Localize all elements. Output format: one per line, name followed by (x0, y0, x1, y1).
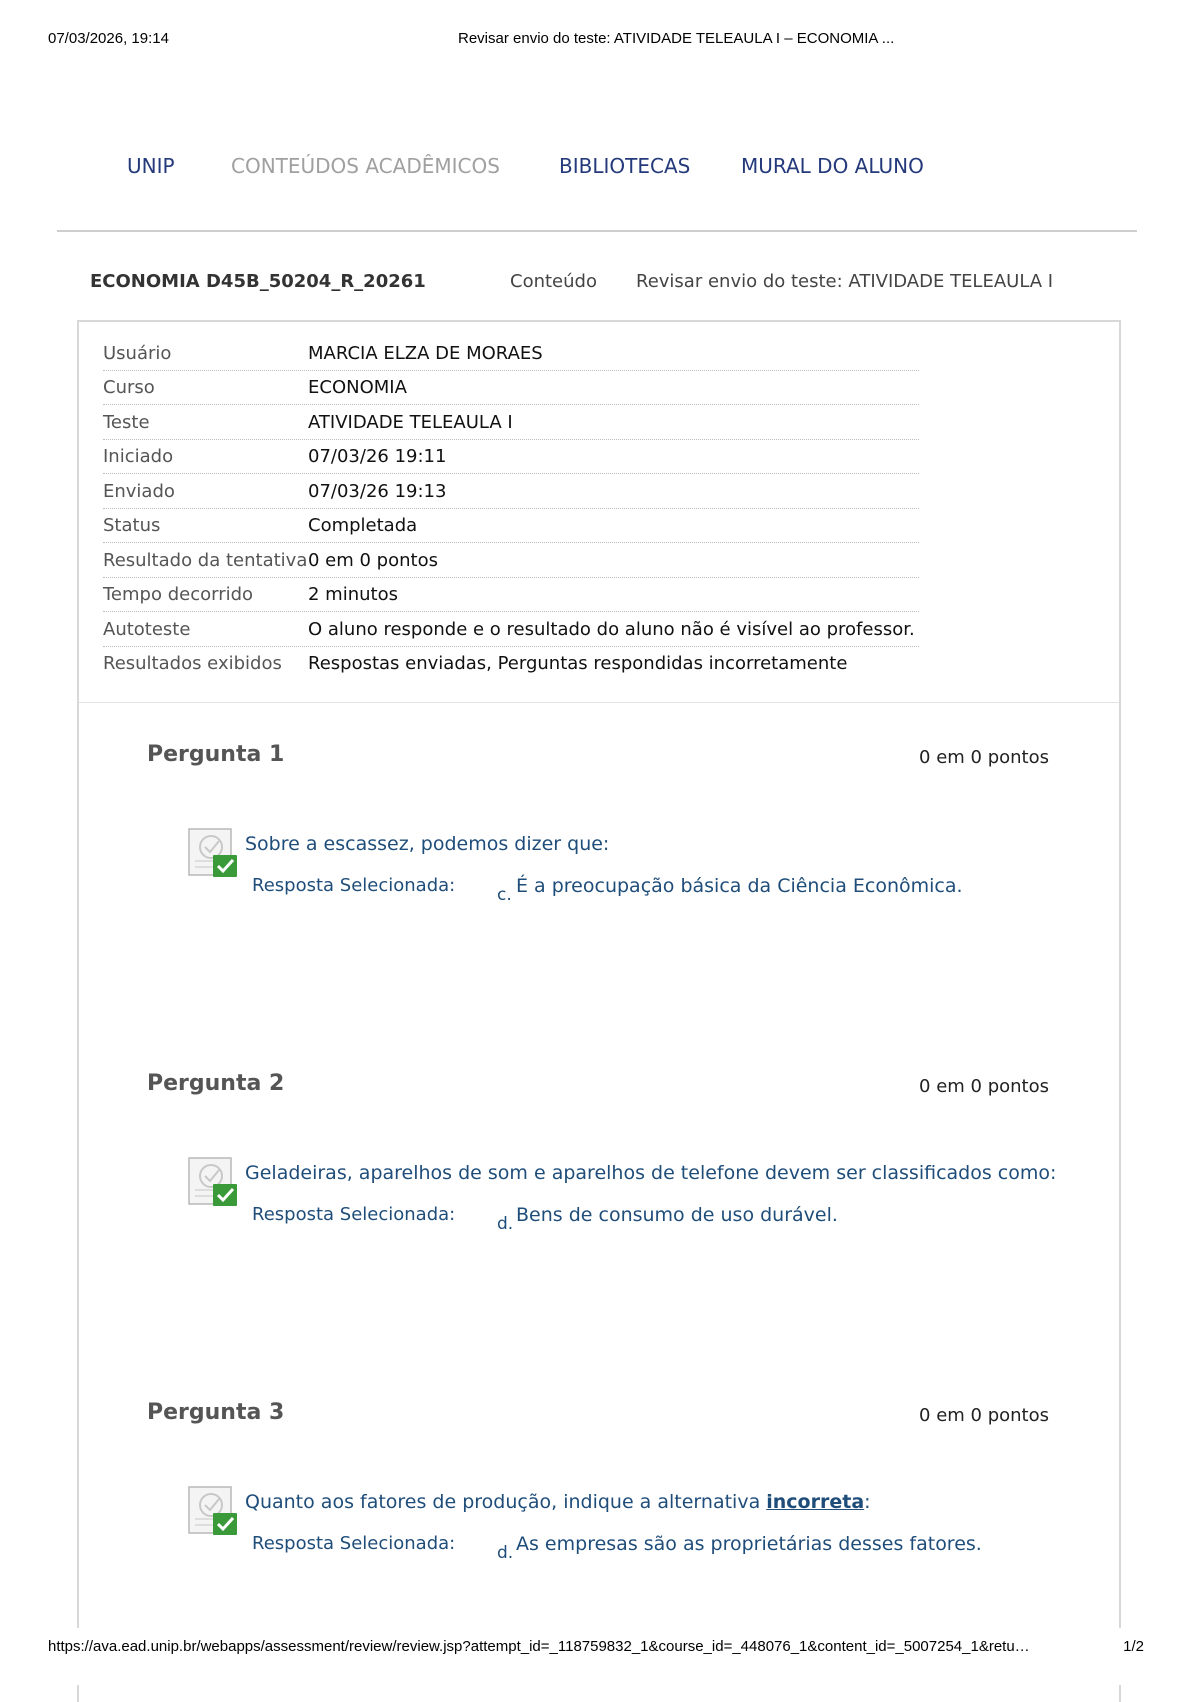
question-title: Pergunta 1 (147, 742, 285, 767)
question-text (245, 1491, 871, 1513)
detail-value: ECONOMIA (308, 377, 407, 398)
detail-label: Tempo decorrido (103, 584, 254, 605)
detail-row-iniciado (103, 439, 919, 474)
detail-row-usuario (103, 336, 919, 371)
print-header (48, 30, 1144, 50)
selected-answer-text: É a preocupação básica da Ciência Econômica. (516, 875, 963, 897)
correct-answer-icon (187, 1156, 239, 1208)
detail-row-tempo (103, 577, 919, 612)
selected-answer-text: As empresas são as proprietárias desses fatores. (516, 1533, 982, 1555)
review-content (77, 320, 1121, 1702)
selected-answer-label: Resposta Selecionada: (252, 875, 456, 896)
nav-item-unip[interactable]: UNIP (127, 154, 175, 178)
selected-answer-label: Resposta Selecionada: (252, 1533, 456, 1554)
detail-value: 2 minutos (308, 584, 398, 605)
detail-value: Respostas enviadas, Perguntas respondidas incorretamente (308, 653, 848, 674)
nav-item-mural-do-aluno[interactable]: MURAL DO ALUNO (741, 154, 924, 178)
breadcrumb-page: Revisar envio do teste: ATIVIDADE TELEAULA I (636, 271, 1054, 292)
question-text: Sobre a escassez, podemos dizer que: (245, 833, 610, 855)
detail-value: Completada (308, 515, 418, 536)
detail-value: 0 em 0 pontos (308, 550, 438, 571)
question-points: 0 em 0 pontos (919, 747, 1049, 768)
question-points: 0 em 0 pontos (919, 1076, 1049, 1097)
detail-row-autoteste (103, 612, 919, 647)
detail-label: Autoteste (103, 619, 191, 640)
detail-row-resultados-exibidos (103, 646, 919, 680)
detail-label: Teste (103, 412, 150, 433)
detail-label: Curso (103, 377, 155, 398)
detail-value: 07/03/26 19:13 (308, 481, 447, 502)
question-text-emphasis: incorreta (766, 1491, 865, 1513)
question-title: Pergunta 3 (147, 1400, 285, 1425)
nav-item-bibliotecas[interactable]: BIBLIOTECAS (559, 154, 691, 178)
detail-label: Usuário (103, 343, 172, 364)
question-text-after: : (864, 1491, 871, 1513)
question-1 (79, 742, 1119, 942)
correct-answer-icon (187, 1485, 239, 1537)
selected-answer-letter: d. (497, 1214, 514, 1234)
detail-value: O aluno responde e o resultado do aluno não é visível ao professor. (308, 619, 915, 640)
print-footer (48, 1638, 1144, 1660)
question-3 (79, 1400, 1119, 1600)
detail-row-teste (103, 405, 919, 440)
correct-answer-icon (187, 827, 239, 879)
question-text: Geladeiras, aparelhos de som e aparelhos de telefone devem ser classificados como: (245, 1162, 1057, 1184)
question-2 (79, 1071, 1119, 1271)
nav-divider (57, 230, 1137, 232)
breadcrumb-course[interactable]: ECONOMIA D45B_50204_R_20261 (90, 271, 426, 292)
detail-row-status (103, 508, 919, 543)
detail-value: ATIVIDADE TELEAULA I (308, 412, 513, 433)
detail-label: Resultados exibidos (103, 653, 282, 674)
detail-row-resultado (103, 543, 919, 578)
detail-label: Enviado (103, 481, 175, 502)
print-date: 07/03/2026, 19:14 (48, 30, 169, 47)
detail-value: 07/03/26 19:11 (308, 446, 447, 467)
page-number: 1/2 (1123, 1638, 1144, 1655)
selected-answer-label: Resposta Selecionada: (252, 1204, 456, 1225)
attempt-details (79, 322, 1119, 703)
detail-label: Resultado da tentativa (103, 550, 308, 571)
detail-row-curso (103, 370, 919, 405)
print-url: https://ava.ead.unip.br/webapps/assessment/review/review.jsp?attempt_id=_118759832_1&course_id=_448076_1&content_id=_5007254_1&retu… (48, 1638, 1030, 1655)
selected-answer-letter: c. (497, 885, 512, 905)
question-text-before: Quanto aos fatores de produção, indique a alternativa (245, 1491, 767, 1513)
selected-answer-letter: d. (497, 1543, 514, 1563)
selected-answer-text: Bens de consumo de uso durável. (516, 1204, 838, 1226)
detail-row-enviado (103, 474, 919, 509)
question-points: 0 em 0 pontos (919, 1405, 1049, 1426)
question-title: Pergunta 2 (147, 1071, 285, 1096)
detail-value: MARCIA ELZA DE MORAES (308, 343, 543, 364)
detail-label: Iniciado (103, 446, 174, 467)
breadcrumb-section[interactable]: Conteúdo (510, 271, 597, 292)
print-title: Revisar envio do teste: ATIVIDADE TELEAULA I – ECONOMIA ... (458, 30, 895, 47)
nav-item-conteudos-academicos[interactable]: CONTEÚDOS ACADÊMICOS (231, 154, 500, 178)
detail-label: Status (103, 515, 161, 536)
